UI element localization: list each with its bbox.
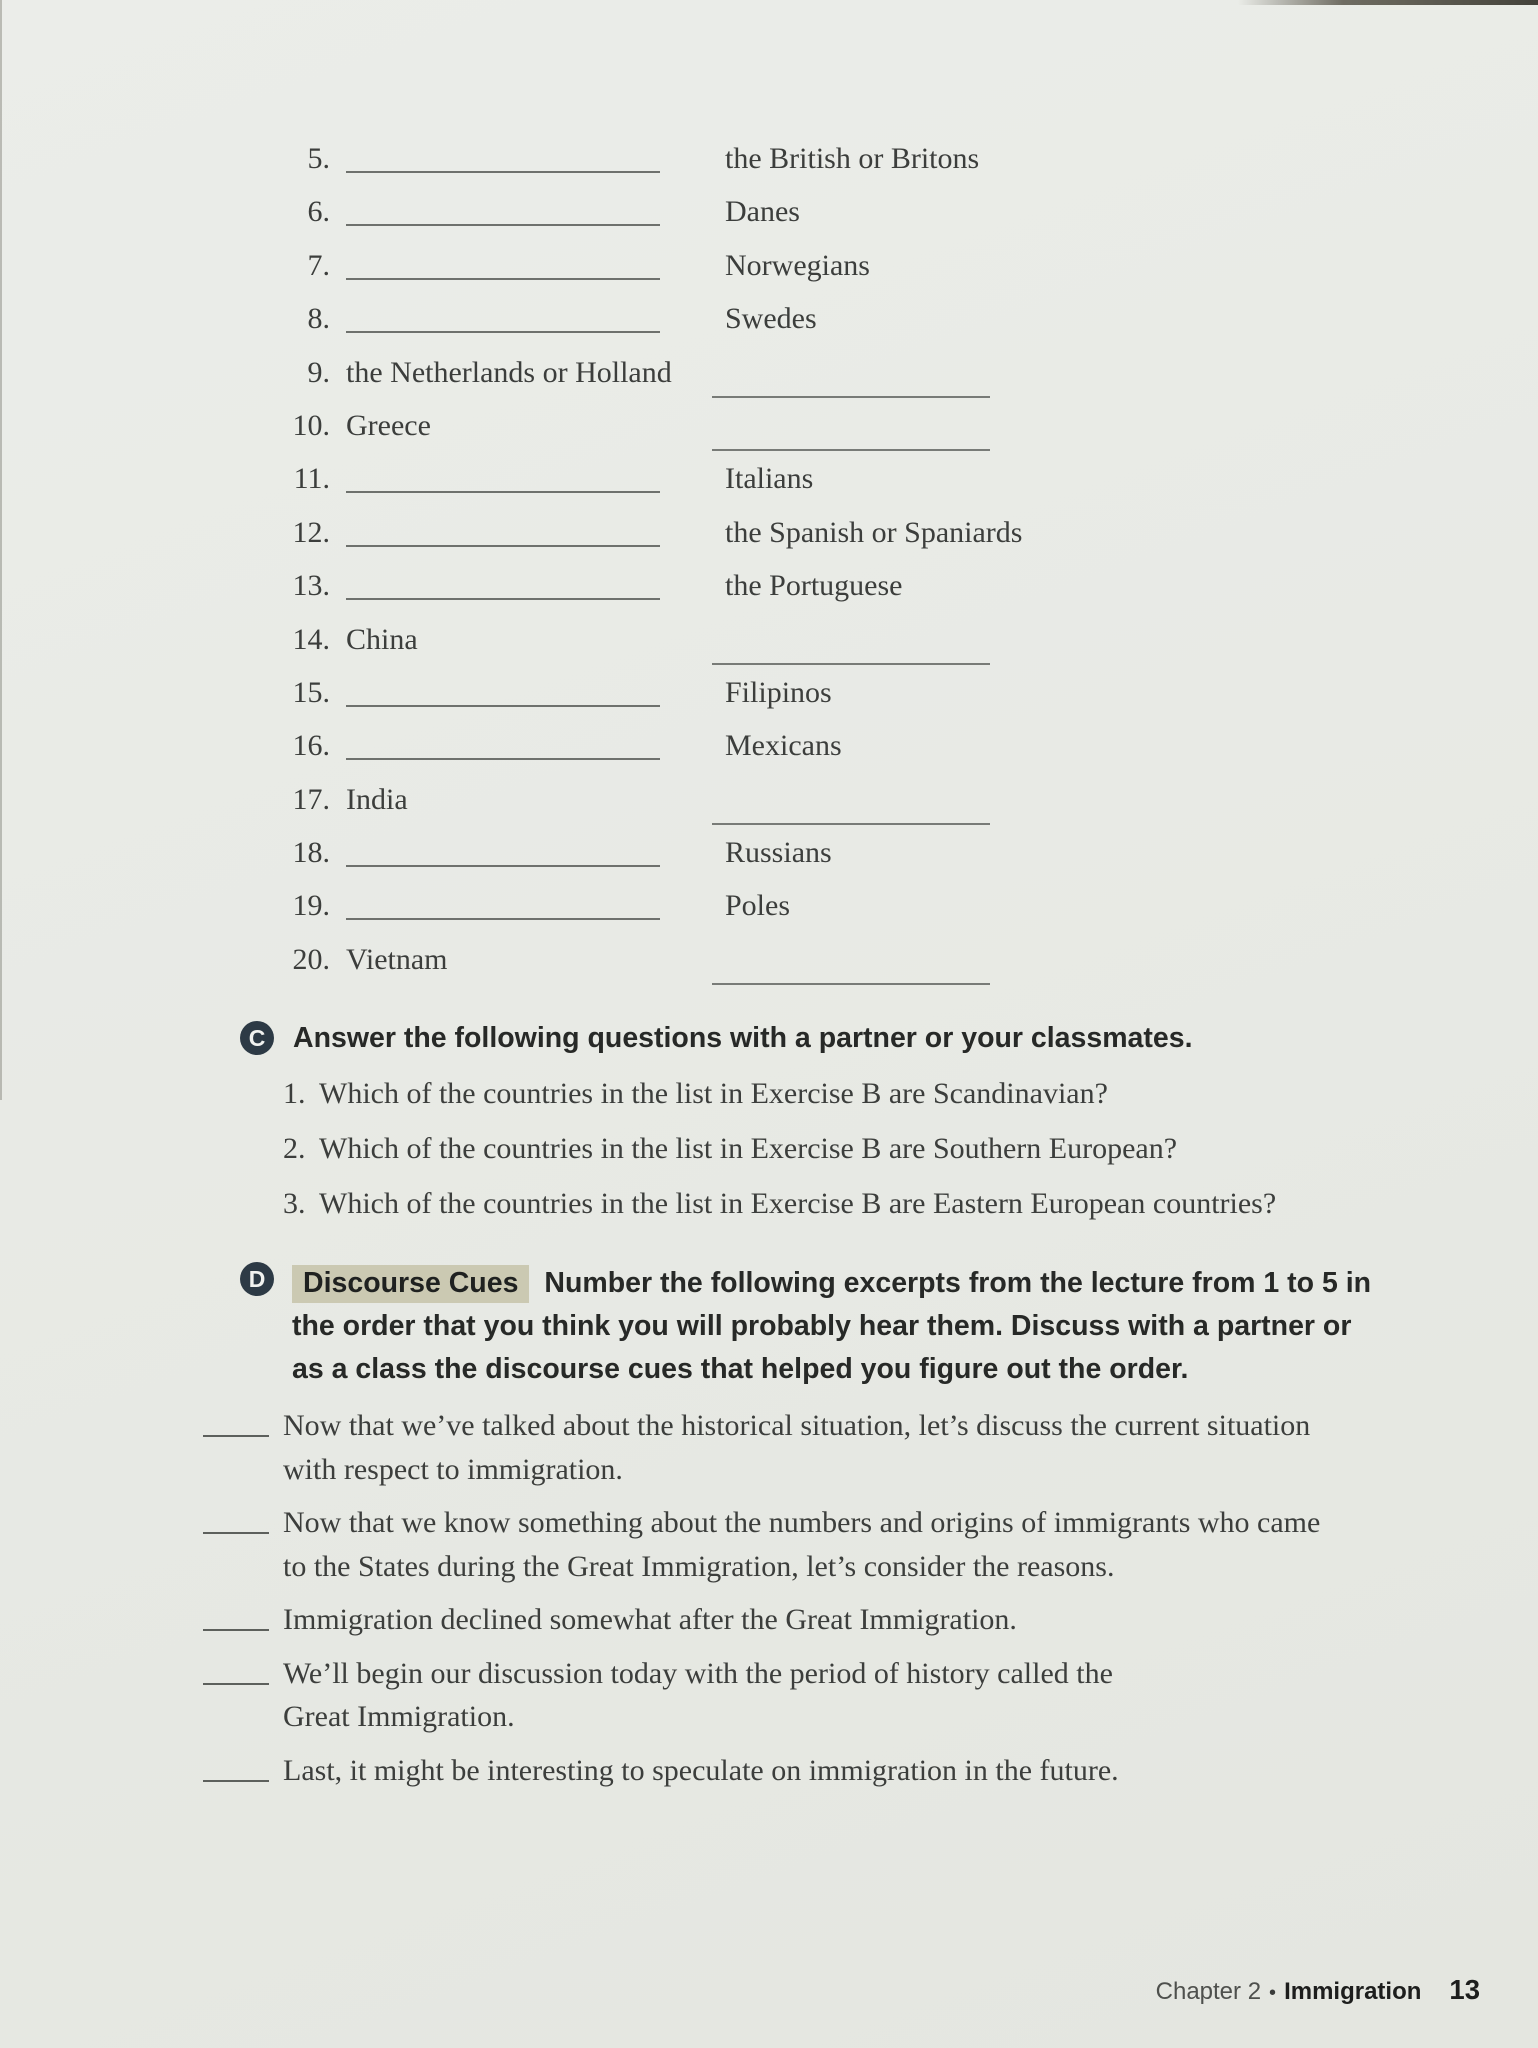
excerpt-text-line: We’ll begin our discussion today with the period of history called the [283,1656,1113,1690]
vocab-country-slot [346,506,660,547]
vocab-item-number: 13. [292,569,330,603]
footer-separator: • [1269,1982,1277,2004]
discourse-cues-label: Discourse Cues [292,1265,529,1303]
scan-edge-shadow [1238,0,1538,5]
exercise-c-header [240,1021,1193,1056]
question-row [283,1176,1276,1231]
question-text: Which of the countries in the list in Exercise B are Scandinavian? [319,1077,1108,1110]
excerpt-text-line: Great Immigration. [283,1700,515,1733]
question-row [283,1066,1276,1121]
excerpt-text [283,1749,1119,1793]
vocab-nationality-slot [712,933,1112,985]
question-row [283,1121,1276,1176]
vocab-country-slot [346,559,660,600]
vocab-list-row [268,666,1368,719]
vocab-list-row [268,346,1368,399]
section-label: Immigration [1284,1978,1422,2005]
vocab-country-slot [346,185,660,226]
vocab-list-row [268,879,1368,932]
vocab-nationality-slot: Swedes [725,302,817,336]
exercise-d-instructions [292,1262,1371,1391]
vocab-nationality-slot: Poles [725,889,791,923]
vocab-country-slot: China [346,622,418,656]
vocab-country-slot [346,666,660,707]
page-number: 13 [1449,1974,1480,2005]
question-number: 1. [283,1077,306,1110]
vocab-nationality-slot [712,346,1112,398]
exercise-c-badge: C [240,1021,274,1055]
vocab-nationality-slot: Mexicans [725,729,842,763]
vocab-fill-in-list [268,132,1368,986]
excerpt-text-line: Now that we’ve talked about the historical situation, let’s discuss the current situation [283,1409,1311,1442]
excerpt-text-line: to the States during the Great Immigration, let’s consider the reasons. [283,1549,1115,1583]
vocab-item-number: 7. [307,248,330,282]
excerpt-number-blank [203,1749,269,1782]
instruction-line: as a class the discourse cues that helped you figure out the order. [292,1353,1189,1385]
scan-edge-shadow-left [0,0,2,1100]
vocab-nationality-slot: the British or Britons [725,142,980,175]
vocab-nationality-slot: Danes [725,195,800,229]
vocab-country-slot [346,826,660,867]
vocab-item-number: 6. [307,195,330,229]
instruction-line: the order that you think you will probably hear them. Discuss with a partner or [292,1310,1352,1342]
question-number: 3. [283,1187,306,1220]
vocab-item-number: 11. [293,462,330,496]
vocab-country-slot [346,719,660,760]
instruction-line [292,1262,1371,1305]
vocab-nationality-slot: Russians [725,836,832,870]
vocab-list-row [268,185,1368,238]
vocab-item-number: 10. [292,408,330,442]
vocab-item-number: 8. [307,302,330,336]
vocab-item-number: 5. [307,142,330,175]
vocab-item-number: 18. [292,836,330,870]
vocab-nationality-slot: Norwegians [725,248,870,282]
vocab-country-slot [346,879,660,920]
vocab-list-row [268,933,1368,986]
chapter-label: Chapter 2 [1155,1978,1262,2005]
excerpt-text-line: Now that we know something about the numbers and origins of immigrants who came [283,1506,1321,1539]
excerpt-text-line: Last, it might be interesting to speculate on immigration in the future. [283,1753,1119,1787]
vocab-item-number: 15. [292,675,330,709]
vocab-list-row [268,132,1368,185]
vocab-item-number: 9. [307,355,330,389]
exercise-c-questions [283,1066,1276,1231]
vocab-list-row [268,613,1368,666]
excerpt-ordering-list [203,1404,1463,1802]
vocab-nationality-slot: Italians [725,462,814,496]
vocab-country-slot: India [346,782,408,816]
vocab-nationality-slot: the Spanish or Spaniards [725,515,1023,549]
excerpt-text [283,1598,1017,1642]
vocab-list-row [268,559,1368,612]
question-text: Which of the countries in the list in Exercise B are Southern European? [319,1132,1178,1165]
vocab-country-slot [346,132,660,173]
excerpt-row [203,1652,1463,1739]
exercise-c-heading: Answer the following questions with a partner or your classmates. [293,1022,1193,1054]
vocab-list-row [268,452,1368,505]
vocab-item-number: 20. [292,942,330,976]
vocab-nationality-slot: the Portuguese [725,569,903,603]
instruction-text: Number the following excerpts from the lecture from 1 to 5 in [544,1267,1372,1299]
vocab-list-row [268,719,1368,772]
vocab-country-slot: the Netherlands or Holland [346,355,672,389]
vocab-list-row [268,773,1368,826]
question-text: Which of the countries in the list in Exercise B are Eastern European countries? [319,1187,1277,1220]
vocab-nationality-slot [712,773,1112,825]
exercise-d-header [240,1262,1371,1391]
vocab-list-row [268,399,1368,452]
excerpt-text [283,1501,1320,1588]
vocab-item-number: 12. [292,515,330,549]
vocab-country-slot: Greece [346,408,431,442]
exercise-d-badge: D [240,1262,274,1296]
excerpt-number-blank [203,1652,269,1685]
excerpt-number-blank [203,1501,269,1534]
vocab-item-number: 16. [292,729,330,763]
vocab-country-slot: Vietnam [346,942,448,976]
vocab-nationality-slot [712,613,1112,665]
excerpt-text [283,1404,1310,1491]
excerpt-row [203,1749,1463,1793]
vocab-item-number: 14. [292,622,330,656]
excerpt-row [203,1501,1463,1588]
vocab-item-number: 17. [292,782,330,816]
vocab-list-row [268,292,1368,345]
excerpt-row [203,1598,1463,1642]
excerpt-text [283,1652,1113,1739]
vocab-list-row [268,239,1368,292]
vocab-nationality-slot [712,399,1112,451]
excerpt-text-line: Immigration declined somewhat after the Great Immigration. [283,1603,1017,1636]
vocab-list-row [268,826,1368,879]
vocab-item-number: 19. [292,889,330,923]
question-number: 2. [283,1132,306,1165]
page-footer [1156,1974,1480,2006]
excerpt-row [203,1404,1463,1491]
vocab-country-slot [346,239,660,280]
vocab-nationality-slot: Filipinos [725,675,832,709]
vocab-country-slot [346,452,660,493]
excerpt-number-blank [203,1404,269,1437]
excerpt-text-line: with respect to immigration. [283,1452,623,1486]
vocab-country-slot [346,292,660,333]
excerpt-number-blank [203,1598,269,1631]
vocab-list-row [268,506,1368,559]
